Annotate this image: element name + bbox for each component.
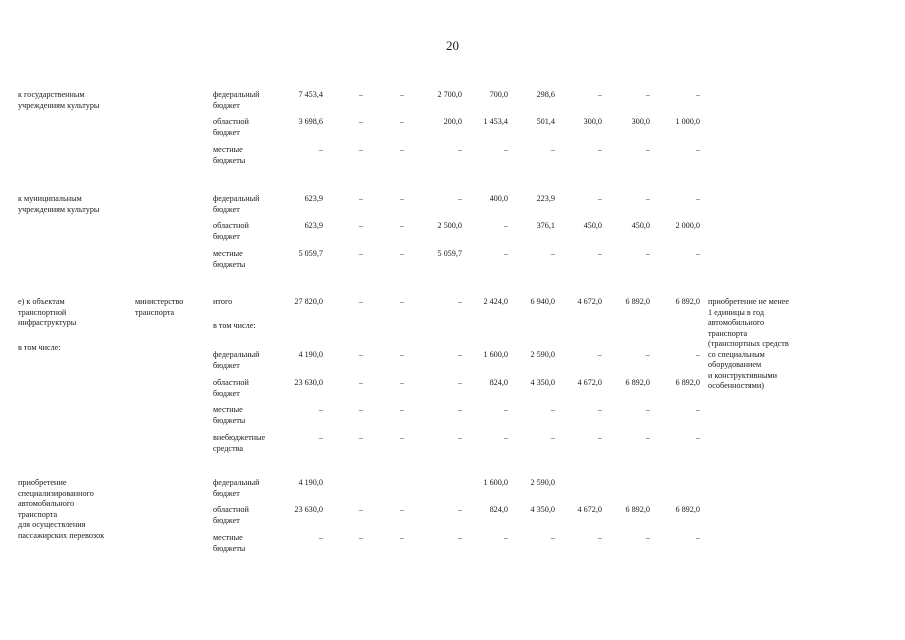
value-cell: – bbox=[399, 350, 404, 359]
value-cell: 5 059,7 bbox=[437, 249, 462, 258]
funding-source: в том числе: bbox=[213, 321, 256, 330]
value-cell: – bbox=[399, 378, 404, 387]
value-cell: – bbox=[358, 221, 363, 230]
value-cell: 450,0 bbox=[583, 221, 602, 230]
value-cell: 4 350,0 bbox=[530, 378, 555, 387]
value-cell: 1 000,0 bbox=[675, 117, 700, 126]
value-cell: – bbox=[597, 533, 602, 542]
value-cell: – bbox=[503, 405, 508, 414]
value-cell: – bbox=[358, 297, 363, 306]
value-cell: – bbox=[695, 249, 700, 258]
funding-source: федеральный бюджет bbox=[213, 350, 260, 370]
value-cell: – bbox=[503, 433, 508, 442]
value-cell: – bbox=[503, 145, 508, 154]
value-cell: 6 892,0 bbox=[675, 378, 700, 387]
value-cell: – bbox=[399, 249, 404, 258]
value-cell: 400,0 bbox=[489, 194, 508, 203]
value-cell: – bbox=[597, 145, 602, 154]
value-cell: 2 500,0 bbox=[437, 221, 462, 230]
value-cell: – bbox=[399, 117, 404, 126]
value-cell: – bbox=[399, 405, 404, 414]
value-cell: – bbox=[503, 221, 508, 230]
value-cell: 700,0 bbox=[489, 90, 508, 99]
value-cell: – bbox=[318, 145, 323, 154]
value-cell: – bbox=[597, 350, 602, 359]
funding-source: местные бюджеты bbox=[213, 533, 246, 553]
value-cell: 1 600,0 bbox=[483, 350, 508, 359]
value-cell: – bbox=[597, 433, 602, 442]
funding-source: федеральный бюджет bbox=[213, 478, 260, 498]
value-cell: – bbox=[318, 405, 323, 414]
value-cell: – bbox=[645, 90, 650, 99]
value-cell: 298,6 bbox=[536, 90, 555, 99]
row-label: приобретение специализированного автомобильного транспорта для осуществления пассажирских перевозок bbox=[18, 478, 105, 540]
responsible-executor: министерство транспорта bbox=[135, 297, 184, 317]
value-cell: 2 700,0 bbox=[437, 90, 462, 99]
value-cell: – bbox=[399, 533, 404, 542]
value-cell: – bbox=[457, 405, 462, 414]
value-cell: – bbox=[457, 350, 462, 359]
value-cell: – bbox=[645, 350, 650, 359]
value-cell: 450,0 bbox=[631, 221, 650, 230]
value-cell: – bbox=[597, 90, 602, 99]
value-cell: 4 672,0 bbox=[577, 505, 602, 514]
value-cell: – bbox=[399, 221, 404, 230]
value-cell: 23 630,0 bbox=[294, 505, 323, 514]
value-cell: 6 892,0 bbox=[625, 378, 650, 387]
row-label: к государственным учреждениям культуры bbox=[18, 90, 100, 110]
value-cell: 300,0 bbox=[631, 117, 650, 126]
funding-source: областной бюджет bbox=[213, 378, 249, 398]
value-cell: 2 000,0 bbox=[675, 221, 700, 230]
value-cell: 23 630,0 bbox=[294, 378, 323, 387]
value-cell: – bbox=[318, 433, 323, 442]
value-cell: 3 698,6 bbox=[298, 117, 323, 126]
value-cell: – bbox=[358, 378, 363, 387]
value-cell: – bbox=[645, 145, 650, 154]
value-cell: – bbox=[399, 90, 404, 99]
value-cell: 2 590,0 bbox=[530, 350, 555, 359]
value-cell: 2 424,0 bbox=[483, 297, 508, 306]
value-cell: 1 453,4 bbox=[483, 117, 508, 126]
value-cell: 501,4 bbox=[536, 117, 555, 126]
value-cell: – bbox=[695, 350, 700, 359]
value-cell: – bbox=[358, 533, 363, 542]
row-note: приобретение не менее 1 единицы в год автомобильного транспорта (транспортных средств со специальным оборудованием и конструктивными особенностями) bbox=[708, 297, 790, 390]
value-cell: 824,0 bbox=[489, 378, 508, 387]
value-cell: – bbox=[399, 505, 404, 514]
value-cell: – bbox=[550, 533, 555, 542]
value-cell: – bbox=[399, 433, 404, 442]
value-cell: – bbox=[358, 145, 363, 154]
value-cell: 6 892,0 bbox=[675, 297, 700, 306]
funding-source: местные бюджеты bbox=[213, 249, 246, 269]
value-cell: – bbox=[645, 533, 650, 542]
funding-source: федеральный бюджет bbox=[213, 194, 260, 214]
value-cell: 4 672,0 bbox=[577, 378, 602, 387]
value-cell: – bbox=[399, 194, 404, 203]
value-cell: 623,9 bbox=[304, 221, 323, 230]
value-cell: 6 892,0 bbox=[625, 505, 650, 514]
value-cell: – bbox=[695, 405, 700, 414]
value-cell: – bbox=[358, 350, 363, 359]
value-cell: – bbox=[597, 249, 602, 258]
value-cell: – bbox=[695, 533, 700, 542]
value-cell: 7 453,4 bbox=[298, 90, 323, 99]
value-cell: 4 350,0 bbox=[530, 505, 555, 514]
value-cell: 4 672,0 bbox=[577, 297, 602, 306]
funding-source: итого bbox=[213, 297, 233, 306]
funding-source: федеральный бюджет bbox=[213, 90, 260, 110]
value-cell: – bbox=[399, 297, 404, 306]
value-cell: – bbox=[597, 194, 602, 203]
value-cell: 376,1 bbox=[536, 221, 555, 230]
value-cell: – bbox=[695, 90, 700, 99]
value-cell: 4 190,0 bbox=[298, 478, 323, 487]
value-cell: – bbox=[503, 533, 508, 542]
value-cell: 223,9 bbox=[536, 194, 555, 203]
value-cell: – bbox=[457, 433, 462, 442]
value-cell: – bbox=[457, 533, 462, 542]
row-label-extra: в том числе: bbox=[18, 343, 61, 352]
value-cell: – bbox=[358, 505, 363, 514]
row-label: е) к объектам транспортной инфраструктуры bbox=[18, 297, 77, 327]
value-cell: – bbox=[695, 194, 700, 203]
value-cell: – bbox=[399, 145, 404, 154]
value-cell: – bbox=[358, 194, 363, 203]
value-cell: – bbox=[503, 249, 508, 258]
value-cell: – bbox=[695, 145, 700, 154]
value-cell: – bbox=[457, 194, 462, 203]
value-cell: – bbox=[457, 297, 462, 306]
value-cell: 6 892,0 bbox=[625, 297, 650, 306]
value-cell: 6 940,0 bbox=[530, 297, 555, 306]
value-cell: – bbox=[645, 249, 650, 258]
value-cell: – bbox=[550, 145, 555, 154]
value-cell: – bbox=[550, 249, 555, 258]
page-number: 20 bbox=[446, 38, 459, 53]
value-cell: – bbox=[457, 505, 462, 514]
value-cell: – bbox=[457, 378, 462, 387]
value-cell: – bbox=[358, 249, 363, 258]
funding-source: местные бюджеты bbox=[213, 405, 246, 425]
value-cell: – bbox=[358, 90, 363, 99]
value-cell: – bbox=[358, 117, 363, 126]
value-cell: – bbox=[645, 405, 650, 414]
value-cell: – bbox=[645, 433, 650, 442]
value-cell: 27 820,0 bbox=[294, 297, 323, 306]
value-cell: 2 590,0 bbox=[530, 478, 555, 487]
funding-source: областной бюджет bbox=[213, 117, 249, 137]
value-cell: 200,0 bbox=[443, 117, 462, 126]
value-cell: – bbox=[695, 433, 700, 442]
value-cell: 6 892,0 bbox=[675, 505, 700, 514]
row-label: к муниципальным учреждениям культуры bbox=[18, 194, 100, 214]
value-cell: 824,0 bbox=[489, 505, 508, 514]
funding-source: областной бюджет bbox=[213, 221, 249, 241]
value-cell: 300,0 bbox=[583, 117, 602, 126]
funding-source: местные бюджеты bbox=[213, 145, 246, 165]
value-cell: 1 600,0 bbox=[483, 478, 508, 487]
value-cell: – bbox=[358, 433, 363, 442]
funding-source: областной бюджет bbox=[213, 505, 249, 525]
value-cell: – bbox=[318, 533, 323, 542]
value-cell: – bbox=[457, 145, 462, 154]
value-cell: 4 190,0 bbox=[298, 350, 323, 359]
value-cell: – bbox=[550, 433, 555, 442]
value-cell: 623,9 bbox=[304, 194, 323, 203]
value-cell: – bbox=[550, 405, 555, 414]
value-cell: – bbox=[645, 194, 650, 203]
value-cell: – bbox=[358, 405, 363, 414]
value-cell: 5 059,7 bbox=[298, 249, 323, 258]
value-cell: – bbox=[597, 405, 602, 414]
funding-source: внебюджетные средства bbox=[213, 433, 266, 453]
